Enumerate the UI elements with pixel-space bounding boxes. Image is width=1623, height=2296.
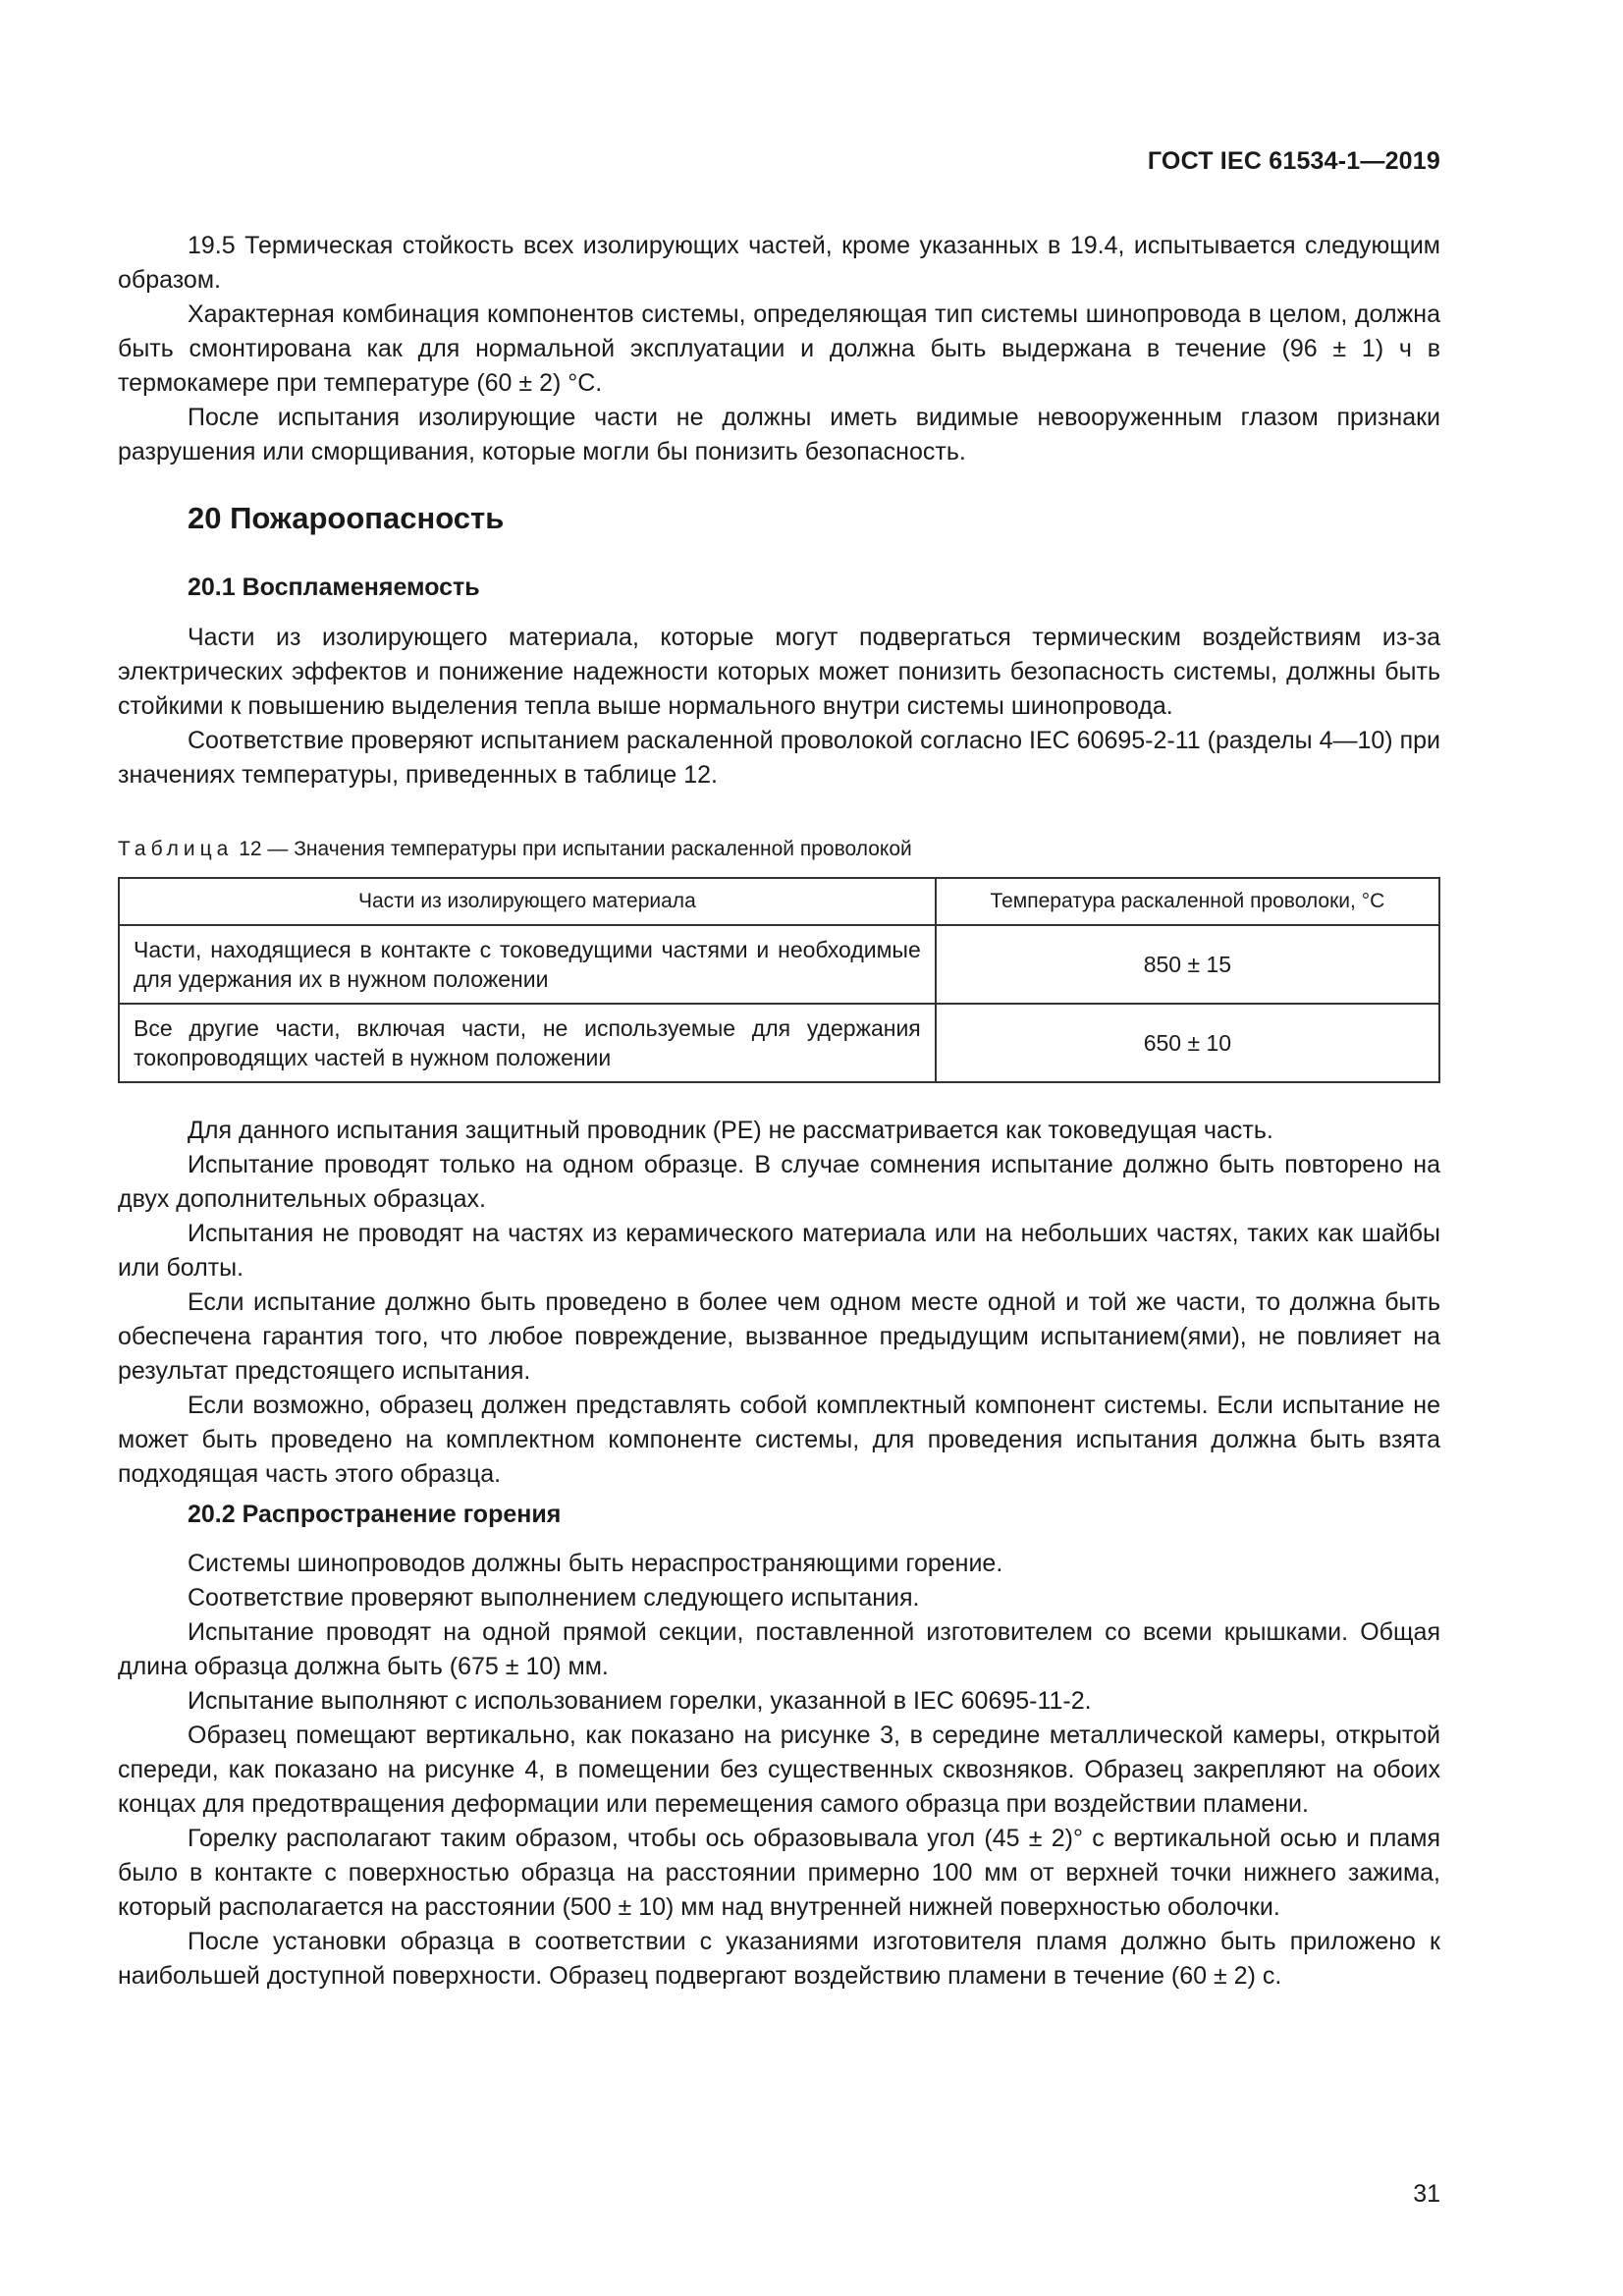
paragraph: Образец помещают вертикально, как показано на рисунке 3, в середине металлической камеры, открытой спереди, как показано на рисунке 4, в помещении без существенных сквозняков. Образец закрепляют на обоих концах для предотвращения деформации или перемещения самого образца при воздействии пламени. (118, 1722, 1440, 1818)
paragraph: После установки образца в соответствии с указаниями изготовителя пламя должно быть приложено к наибольшей доступной поверхности. Образец подвергают воздействию пламени в течение (60 ± 2) с. (118, 1928, 1440, 1990)
after-table-text (118, 1114, 1440, 1492)
table-row (119, 925, 1439, 1004)
section-20-1-body (118, 621, 1440, 793)
paragraph: Горелку располагают таким образом, чтобы ось образовывала угол (45 ± 2)° с вертикальной осью и пламя было в контакте с поверхностью образца на расстоянии примерно 100 мм от верхней точки нижнего зажима, который располагается на расстоянии (500 ± 10) мм над внутренней нижней поверхностью оболочки. (118, 1825, 1440, 1921)
paragraph: Если испытание должно быть проведено в более чем одном месте одной и той же части, то должна быть обеспечена гарантия того, что любое повреждение, вызванное предыдущим испытанием(ями), не повлияет на результат предстоящего испытания. (118, 1288, 1440, 1385)
table-cell: Все другие части, включая части, не используемые для удержания токопроводящих частей в нужном положении (119, 1004, 936, 1082)
temperature-table (118, 877, 1440, 1083)
page-number: 31 (1413, 2180, 1440, 2208)
paragraph: Испытание проводят на одной прямой секции, поставленной изготовителем со всеми крышками. Общая длина образца должна быть (675 ± 10) мм. (118, 1618, 1440, 1680)
table-caption (118, 838, 912, 861)
paragraph: Характерная комбинация компонентов системы, определяющая тип системы шинопровода в целом, должна быть смонтирована как для нормальной эксплуатации и должна быть выдержана в течение (96 ± 1) ч в термокамере при температуре (60 ± 2) °С. (118, 301, 1440, 397)
table-header-cell: Температура раскаленной проволоки, °С (936, 878, 1439, 925)
paragraph: Для данного испытания защитный проводник (PE) не рассматривается как токоведущая часть. (188, 1117, 1273, 1144)
table-cell: 650 ± 10 (936, 1004, 1439, 1082)
paragraph: Испытания не проводят на частях из керамического материала или на небольших частях, таких как шайбы или болты. (118, 1220, 1440, 1282)
subsection-heading-20-1: 20.1 Воспламеняемость (188, 574, 480, 601)
paragraph: Испытание проводят только на одном образце. В случае сомнения испытание должно быть повторено на двух дополнительных образцах. (118, 1151, 1440, 1213)
table-cell: 850 ± 15 (936, 925, 1439, 1004)
section-19-5 (118, 229, 1440, 469)
paragraph: Части из изолирующего материала, которые могут подвергаться термическим воздействиям из-за электрических эффектов и понижение надежности которых может понизить безопасность системы, должны быть стойкими к повышению выделения тепла выше нормального внутри системы шинопровода. (118, 624, 1440, 720)
subsection-heading-20-2: 20.2 Распространение горения (188, 1501, 562, 1528)
paragraph: 19.5 Термическая стойкость всех изолирующих частей, кроме указанных в 19.4, испытывается следующим образом. (118, 232, 1440, 294)
section-20-2-body (118, 1547, 1440, 1994)
paragraph: Если возможно, образец должен представлять собой комплектный компонент системы. Если испытание не может быть проведено на комплектном компоненте системы, для проведения испытания должна быть взята подходящая часть этого образца. (118, 1392, 1440, 1488)
table-label: Таблица (118, 838, 234, 860)
paragraph: После испытания изолирующие части не должны иметь видимые невооруженным глазом признаки разрушения или сморщивания, которые могли бы понизить безопасность. (118, 404, 1440, 465)
table-header-row (119, 878, 1439, 925)
table-cell: Части, находящиеся в контакте с токоведущими частями и необходимые для удержания их в нужном положении (119, 925, 936, 1004)
paragraph: Соответствие проверяют выполнением следующего испытания. (188, 1584, 920, 1612)
document-header: ГОСТ IEC 61534-1—2019 (1147, 147, 1440, 175)
table-row (119, 1004, 1439, 1082)
paragraph: Соответствие проверяют испытанием раскаленной проволокой согласно IEC 60695-2-11 (разделы 4—10) при значениях температуры, приведенных в таблице 12. (118, 727, 1440, 789)
paragraph: Системы шинопроводов должны быть нераспространяющими горение. (188, 1550, 1003, 1577)
table-caption-text: 12 — Значения температуры при испытании раскаленной проволокой (239, 838, 912, 860)
table-header-cell: Части из изолирующего материала (119, 878, 936, 925)
section-heading-20: 20 Пожароопасность (188, 501, 505, 535)
paragraph: Испытание выполняют с использованием горелки, указанной в IEC 60695-11-2. (188, 1687, 1092, 1715)
